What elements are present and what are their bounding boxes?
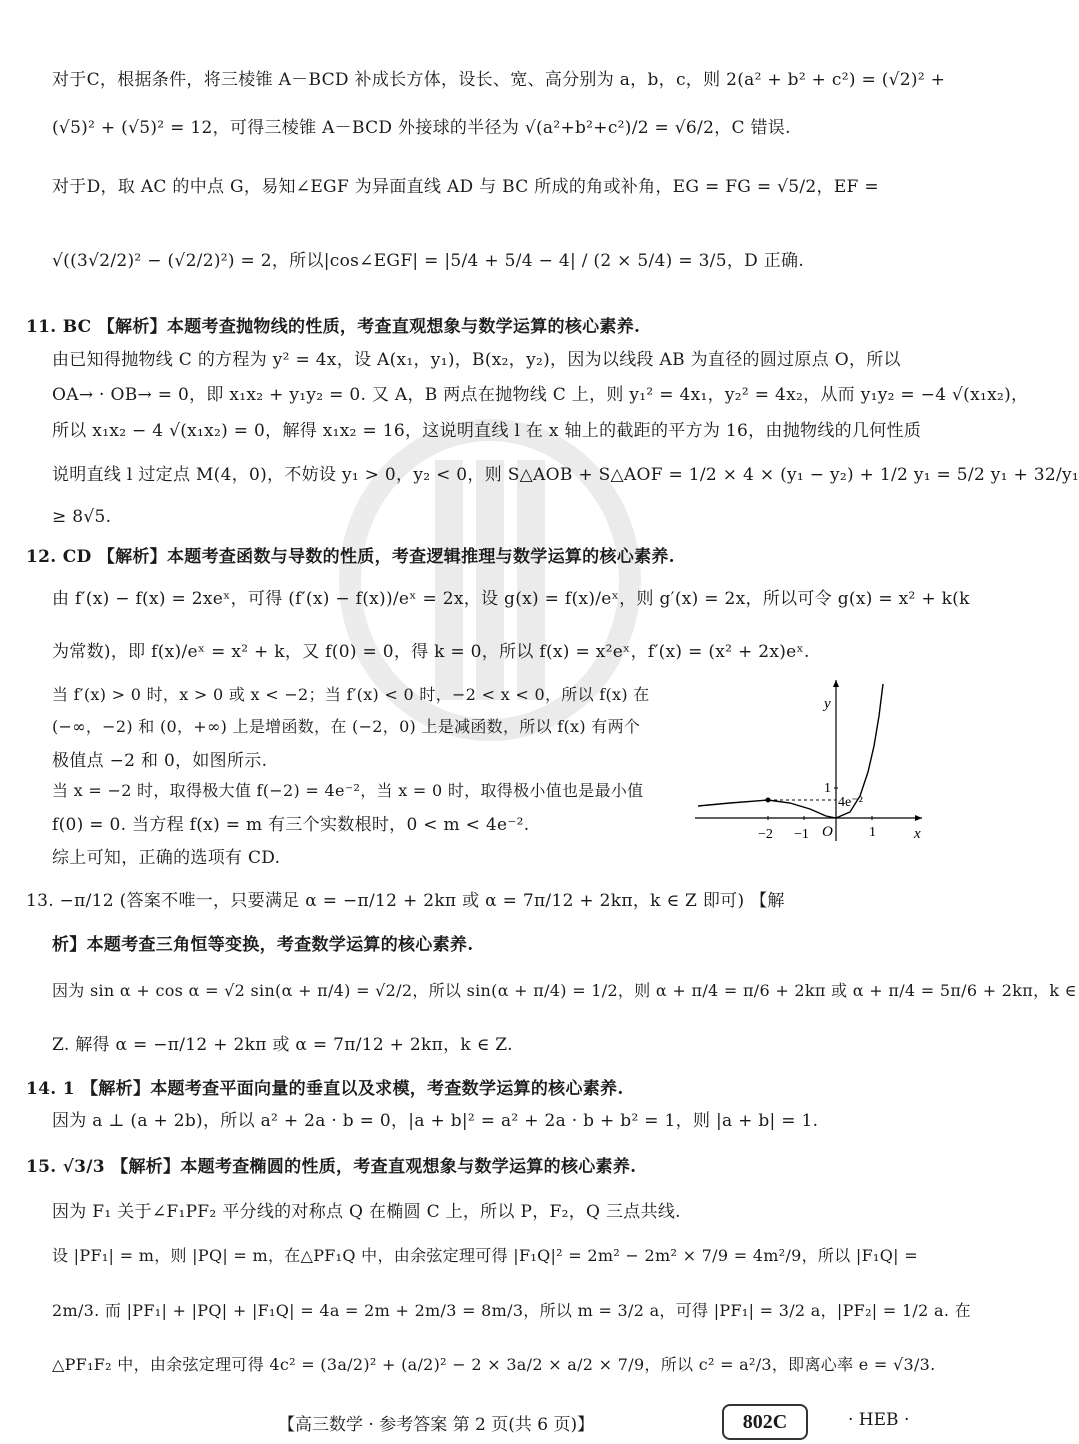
question-12-header: 12. CD 【解析】本题考查函数与导数的性质，考查逻辑推理与数学运算的核心素养. xyxy=(26,547,675,567)
text-line: 因为 sin α + cos α = √2 sin(α + π/4) = √2/2，所以 sin(α + π/4) = 1/2，则 α + π/4 = π/6 + 2kπ 或 α + π/4 = 5π/6 + 2kπ，k ∈ xyxy=(52,981,1077,1000)
text-line: 为常数)，即 f(x)/eˣ = x² + k，又 f(0) = 0，得 k = 0，所以 f(x) = x²eˣ，f′(x) = (x² + 2x)eˣ. xyxy=(52,642,810,662)
text-line: (√5)² + (√5)² = 12，可得三棱锥 A－BCD 外接球的半径为 √(a²+b²+c²)/2 = √6/2，C 错误. xyxy=(52,118,791,138)
text-line: 析】本题考查三角恒等变换，考查数学运算的核心素养. xyxy=(52,935,474,955)
question-14-header: 14. 1 【解析】本题考查平面向量的垂直以及求模，考查数学运算的核心素养. xyxy=(26,1079,624,1099)
text-line: 因为 a ⊥ (a + 2b)，所以 a² + 2a · b = 0，|a + b|² = a² + 2a · b + b² = 1，则 |a + b| = 1. xyxy=(52,1111,819,1131)
text-line: 当 x = −2 时，取得极大值 f(−2) = 4e⁻²，当 x = 0 时，取得极小值也是最小值 xyxy=(52,781,644,800)
footer-title: 【高三数学 · 参考答案 第 2 页(共 6 页)】 xyxy=(278,1415,595,1435)
text-line: ≥ 8√5. xyxy=(52,507,112,527)
text-line: (−∞，−2) 和 (0，+∞) 上是增函数，在 (−2，0) 上是减函数，所以 f(x) 有两个 xyxy=(52,717,641,736)
question-11-header: 11. BC 【解析】本题考查抛物线的性质，考查直观想象与数学运算的核心素养. xyxy=(26,317,641,337)
question-13-header: 13. −π/12 (答案不唯一，只要满足 α = −π/12 + 2kπ 或 α = 7π/12 + 2kπ，k ∈ Z 即可) 【解 xyxy=(26,891,785,911)
text-line: f(0) = 0. 当方程 f(x) = m 有三个实数根时，0 < m < 4e⁻². xyxy=(52,815,530,835)
text-line: 综上可知，正确的选项有 CD. xyxy=(52,848,281,868)
maximum-point xyxy=(766,798,771,803)
question-15-header: 15. √3/3 【解析】本题考查椭圆的性质，考查直观想象与数学运算的核心素养. xyxy=(26,1157,637,1177)
text-line: 对于D，取 AC 的中点 G，易知∠EGF 为异面直线 AD 与 BC 所成的角或补角，EG = FG = √5/2，EF = xyxy=(52,177,879,197)
text-line: 当 f′(x) > 0 时，x > 0 或 x < −2；当 f′(x) < 0 时，−2 < x < 0，所以 f(x) 在 xyxy=(52,685,650,704)
tick-label: 1 xyxy=(824,781,831,796)
text-line: 说明直线 l 过定点 M(4，0)，不妨设 y₁ > 0，y₂ < 0，则 S△AOB + S△AOF = 1/2 × 4 × (y₁ − y₂) + 1/2 y₁ = 5/2 y₁ + 32/y₁ xyxy=(52,465,1079,485)
text-line: Z. 解得 α = −π/12 + 2kπ 或 α = 7π/12 + 2kπ，k ∈ Z. xyxy=(52,1035,513,1055)
text-line: 因为 F₁ 关于∠F₁PF₂ 平分线的对称点 Q 在椭圆 C 上，所以 P，F₂，Q 三点共线. xyxy=(52,1202,681,1222)
text-line: 所以 x₁x₂ − 4 √(x₁x₂) = 0，解得 x₁x₂ = 16，这说明直线 l 在 x 轴上的截距的平方为 16，由抛物线的几何性质 xyxy=(52,421,922,441)
footer-right: · HEB · xyxy=(848,1410,910,1430)
point-label: 4e⁻² xyxy=(838,795,863,810)
text-line: 由 f′(x) − f(x) = 2xeˣ，可得 (f′(x) − f(x))/eˣ = 2x，设 g(x) = f(x)/eˣ，则 g′(x) = 2x，所以可令 g(x) = x² + k(k xyxy=(52,589,970,609)
text-line: △PF₁F₂ 中，由余弦定理可得 4c² = (3a/2)² + (a/2)² − 2 × 3a/2 × a/2 × 7/9，所以 c² = a²/3，即离心率 e = √3/3. xyxy=(52,1355,936,1374)
text-line: 设 |PF₁| = m，则 |PQ| = m，在△PF₁Q 中，由余弦定理可得 |F₁Q|² = 2m² − 2m² × 7/9 = 4m²/9，所以 |F₁Q| = xyxy=(52,1246,918,1265)
y-axis-label: y xyxy=(824,696,831,712)
text-line: OA→ · OB→ = 0，即 x₁x₂ + y₁y₂ = 0. 又 A，B 两点在抛物线 C 上，则 y₁² = 4x₁，y₂² = 4x₂，从而 y₁y₂ = −4 √(x₁x₂)， xyxy=(52,385,1029,405)
tick-label: −1 xyxy=(794,827,809,842)
text-line: 由已知得抛物线 C 的方程为 y² = 4x，设 A(x₁，y₁)，B(x₂，y₂)，因为以线段 AB 为直径的圆过原点 O，所以 xyxy=(52,350,901,370)
text-line: √((3√2/2)² − (√2/2)²) = 2，所以|cos∠EGF| = |5/4 + 5/4 − 4| / (2 × 5/4) = 3/5，D 正确. xyxy=(52,251,805,271)
x-axis-label: x xyxy=(914,826,921,842)
tick-label: 1 xyxy=(869,825,876,840)
text-line: 极值点 −2 和 0，如图所示. xyxy=(52,751,268,771)
origin-label: O xyxy=(822,824,833,840)
footer-code: 802C xyxy=(722,1404,808,1440)
tick-label: −2 xyxy=(758,827,773,842)
text-line: 2m/3. 而 |PF₁| + |PQ| + |F₁Q| = 4a = 2m + 2m/3 = 8m/3，所以 m = 3/2 a，可得 |PF₁| = 3/2 a，|PF₂| = 1/2 a. 在 xyxy=(52,1301,971,1320)
function-graph xyxy=(690,676,930,846)
text-line: 对于C，根据条件，将三棱锥 A－BCD 补成长方体，设长、宽、高分别为 a，b，c，则 2(a² + b² + c²) = (√2)² + xyxy=(52,70,946,90)
